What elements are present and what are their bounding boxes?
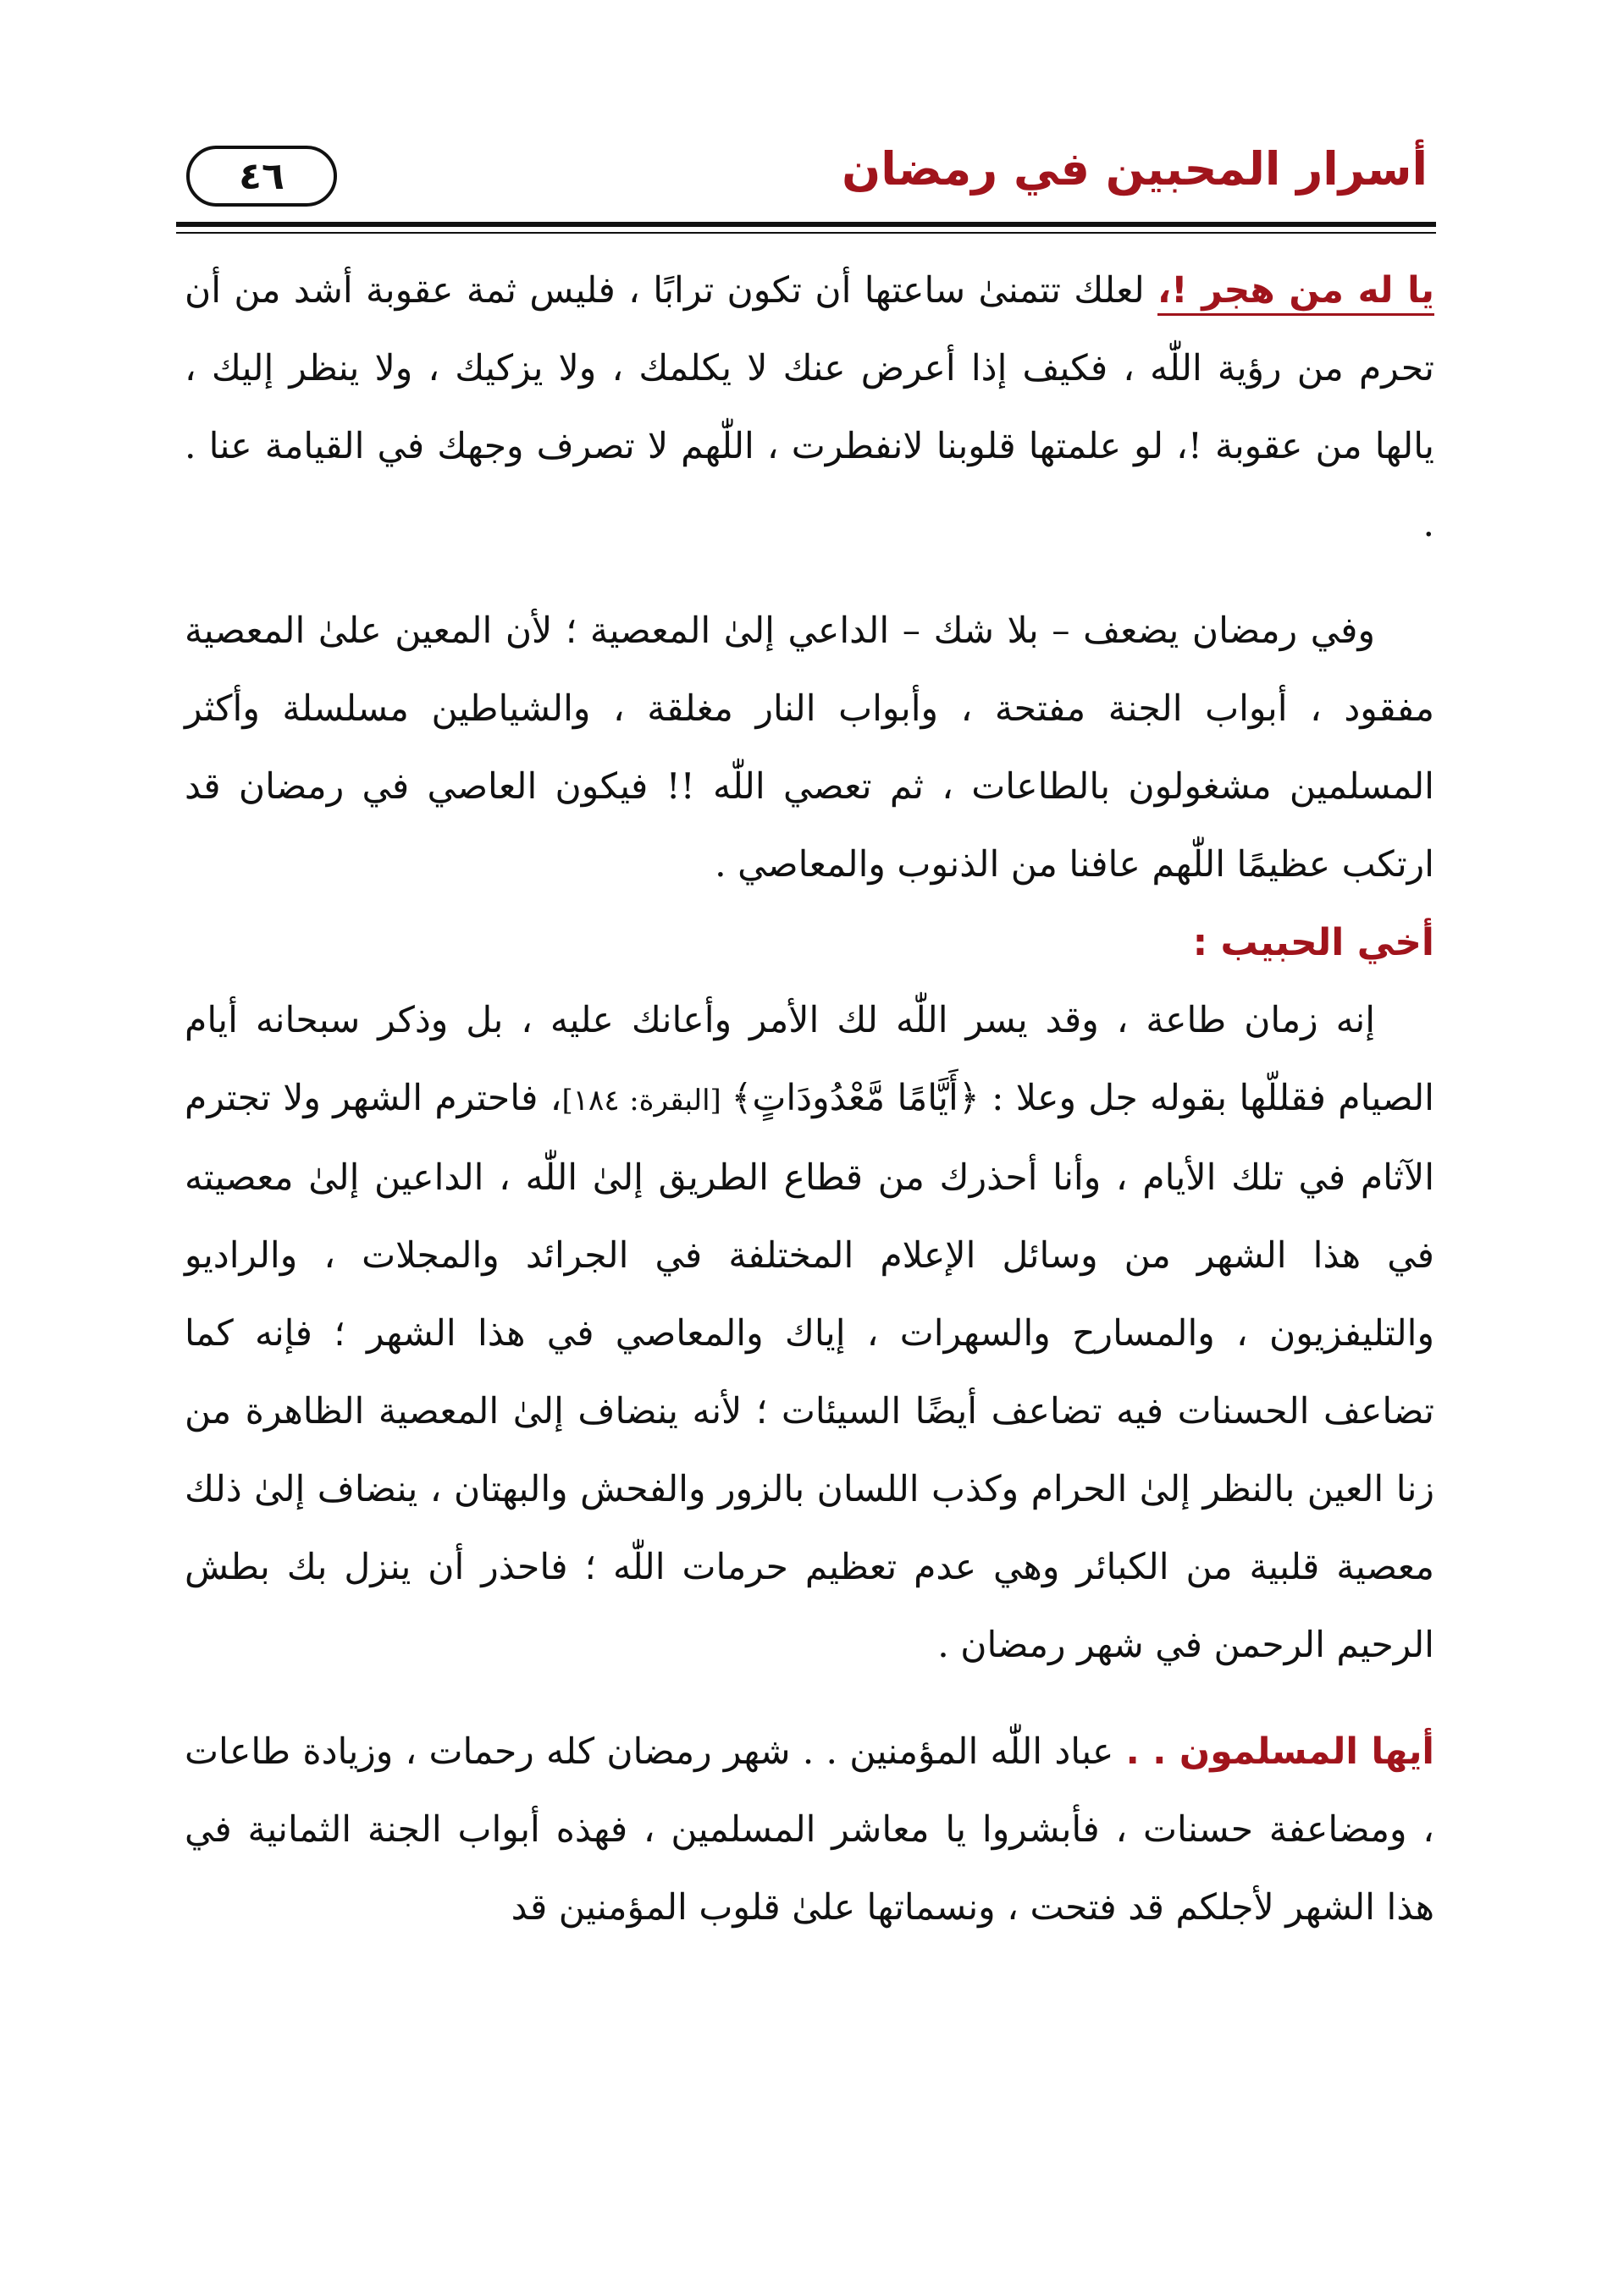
paragraph-3-part2: ، فاحترم الشهر ولا تجترم الآثام في تلك الأيام ، وأنا أحذرك من قطاع الطريق إلىٰ اللّٰه ، الداعين إلىٰ معصيته في هذا الشهر من وسائل الإعلام المختلفة في الجرائد والمجلات ، والراديو والتليفزيون ، والمسارح والسهرات ، إياك والمعاصي في هذا الشهر ؛ فإنه كما تضاعف الحسنات فيه تضاعف أيضًا السيئات ؛ لأنه ينضاف إلىٰ المعصية الظاهرة من زنا العين بالنظر إلىٰ الحرام وكذب اللسان بالزور والفحش والبهتان ، ينضاف إلىٰ ذلك معصية قلبية من الكبائر وهي عدم تعظيم حرمات اللّٰه ؛ فاحذر أن ينزل بك بطش الرحيم الرحمن في شهر رمضان . bbox=[185, 1078, 1434, 1666]
page-number-badge bbox=[186, 146, 337, 207]
paragraph-2 bbox=[185, 593, 1434, 904]
paragraph-3 bbox=[185, 982, 1434, 1685]
page-number: ٤٦ bbox=[239, 154, 284, 198]
page-body bbox=[185, 252, 1434, 1947]
paragraph-4 bbox=[185, 1714, 1434, 1947]
paragraph-1-lead: يا له من هجر !، bbox=[1157, 270, 1434, 316]
paragraph-4-text: عباد اللّٰه المؤمنين . . شهر رمضان كله رحمات ، وزيادة طاعات ، ومضاعفة حسنات ، فأبشروا يا معاشر المسلمين ، فهذه أبواب الجنة الثمانية في هذا الشهر لأجلكم قد فتحت ، ونسماتها علىٰ قلوب المؤمنين قد bbox=[185, 1731, 1434, 1929]
header-rule-thin bbox=[176, 232, 1436, 234]
quran-quote: ﴿أَيَّامًا مَّعْدُودَاتٍ﴾ bbox=[731, 1078, 980, 1119]
paragraph-3-part1: إنه زمان طاعة ، وقد يسر اللّٰه لك الأمر وأعانك عليه ، بل وذكر سبحانه أيام الصيام فقللّها بقوله جل وعلا : bbox=[185, 1000, 1434, 1119]
page-header bbox=[176, 127, 1436, 220]
header-rule-thick bbox=[176, 222, 1436, 227]
paragraph-4-lead: أيها المسلمون . . bbox=[1125, 1731, 1434, 1773]
section-heading bbox=[185, 904, 1434, 982]
book-title: أسرار المحبين في رمضان bbox=[842, 142, 1428, 196]
paragraph-1-text: لعلك تتمنىٰ ساعتها أن تكون ترابًا ، فليس ثمة عقوبة أشد من أن تحرم من رؤية اللّٰه ، فكيف إذا أعرض عنك لا يكلمك ، ولا يزكيك ، ولا ينظر إليك ، يالها من عقوبة !، لو علمتها قلوبنا لانفطرت ، اللّٰهم لا تصرف وجهك في القيامة عنا . . bbox=[185, 270, 1434, 545]
paragraph-2-text: وفي رمضان يضعف – بلا شك – الداعي إلىٰ المعصية ؛ لأن المعين علىٰ المعصية مفقود ، أبواب الجنة مفتحة ، وأبواب النار مغلقة ، والشياطين مسلسلة وأكثر المسلمين مشغولون بالطاعات ، ثم تعصي اللّٰه !! فيكون العاصي في رمضان قد ارتكب عظيمًا اللّٰهم عافنا من الذنوب والمعاصي . bbox=[185, 610, 1434, 886]
quran-reference: [البقرة: ١٨٤] bbox=[561, 1084, 732, 1118]
paragraph-1 bbox=[185, 252, 1434, 564]
section-heading-text: أخي الحبيب : bbox=[1192, 921, 1434, 964]
